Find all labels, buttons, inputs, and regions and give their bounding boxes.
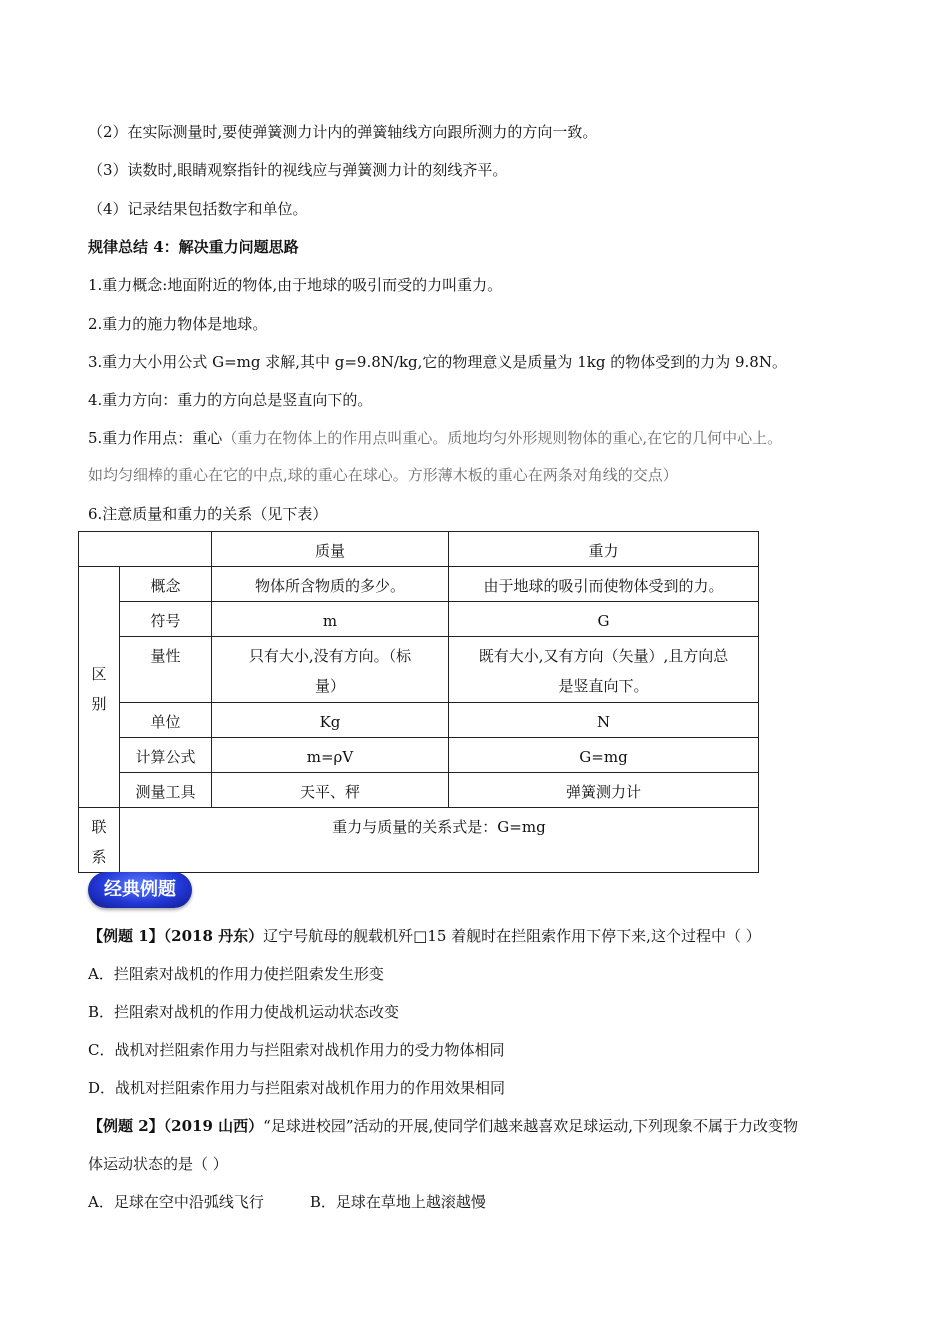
rule-1: 1.重力概念:地面附近的物体,由于地球的吸引而受的力叫重力。 [88, 276, 503, 294]
table-corner-cell [79, 532, 212, 567]
rule-5-note-a: （重力在物体上的作用点叫重心。质地均匀外形规则物体的重心,在它的几何中心上。 [222, 429, 783, 447]
mass-gravity-table [78, 531, 759, 873]
header-mass: 质量 [212, 532, 449, 567]
cell-gravity [449, 637, 759, 703]
cell-gravity-line-2: 是竖直向下。 [558, 677, 649, 695]
table-row [79, 773, 759, 808]
cell-gravity-line-1: 既有大小,又有方向（矢量）,且方向总 [478, 647, 729, 665]
section-badge: 经典例题 [88, 872, 192, 908]
table-row [79, 602, 759, 637]
example-1-source: （2018 丹东） [163, 927, 264, 945]
row-label: 单位 [120, 703, 212, 738]
summary-title: 规律总结 4：解决重力问题思路 [88, 238, 299, 256]
cell-gravity: G=mg [449, 738, 759, 773]
example-1-question [88, 926, 761, 946]
cell-mass: m [212, 602, 449, 637]
example-2-tag: 【例题 2】 [88, 1117, 164, 1135]
cell-mass: Kg [212, 703, 449, 738]
header-gravity: 重力 [449, 532, 759, 567]
example-1-text: 辽宁号航母的舰载机歼□15 着舰时在拦阻索作用下停下来,这个过程中（ ） [263, 927, 761, 945]
example-2-option-b: B．足球在草地上越滚越慢 [309, 1193, 486, 1211]
example-2-question [88, 1116, 798, 1136]
cell-mass: 物体所含物质的多少。 [212, 567, 449, 602]
example-1-option-c: C．战机对拦阻索作用力与拦阻索对战机作用力的受力物体相同 [88, 1041, 505, 1059]
group-link [79, 808, 120, 873]
rule-3: 3.重力大小用公式 G=mg 求解,其中 g=9.8N/kg,它的物理意义是质量为 1kg 的物体受到的力为 9.8N。 [88, 353, 787, 371]
table-row [79, 808, 759, 873]
rule-5-prefix: 5.重力作用点：重心 [88, 429, 223, 447]
row-label: 符号 [120, 602, 212, 637]
example-1-tag: 【例题 1】 [88, 927, 164, 945]
group-difference [79, 567, 120, 808]
cell-gravity: 弹簧测力计 [449, 773, 759, 808]
cell-mass-line-2: 量） [314, 677, 345, 695]
rule-5 [88, 428, 782, 448]
row-label: 计算公式 [120, 738, 212, 773]
note-line-2: （2）在实际测量时,要使弹簧测力计内的弹簧轴线方向跟所测力的方向一致。 [88, 123, 598, 141]
cell-gravity: 由于地球的吸引而使物体受到的力。 [449, 567, 759, 602]
example-2-option-a: A．足球在空中沿弧线飞行 [88, 1193, 264, 1211]
example-2-question-cont: 体运动状态的是（ ） [88, 1155, 228, 1173]
cell-gravity: G [449, 602, 759, 637]
rule-4: 4.重力方向：重力的方向总是竖直向下的。 [88, 391, 373, 409]
rule-5-note-b: 如均匀细棒的重心在它的中点,球的重心在球心。方形薄木板的重心在两条对角线的交点） [88, 466, 678, 484]
group-difference-char-1: 区 [91, 665, 107, 683]
rule-6: 6.注意质量和重力的关系（见下表） [88, 505, 328, 523]
table-row [79, 637, 759, 703]
cell-mass: 天平、秤 [212, 773, 449, 808]
example-2-text: “足球进校园”活动的开展,使同学们越来越喜欢足球运动,下列现象不属于力改变物 [263, 1117, 799, 1135]
cell-mass-line-1: 只有大小,没有方向。（标 [248, 647, 412, 665]
example-1-option-a: A．拦阻索对战机的作用力使拦阻索发生形变 [88, 965, 384, 983]
row-label: 量性 [120, 637, 212, 703]
table-row [79, 738, 759, 773]
row-label: 概念 [120, 567, 212, 602]
example-2-source: （2019 山西） [163, 1117, 264, 1135]
table-row [79, 567, 759, 602]
note-line-4: （4）记录结果包括数字和单位。 [88, 200, 308, 218]
cell-mass: m=ρV [212, 738, 449, 773]
group-difference-char-2: 别 [91, 695, 107, 713]
example-2-options [88, 1192, 486, 1212]
example-1-option-b: B．拦阻索对战机的作用力使战机运动状态改变 [88, 1003, 400, 1021]
rule-2: 2.重力的施力物体是地球。 [88, 315, 268, 333]
cell-mass [212, 637, 449, 703]
link-cell: 重力与质量的关系式是：G=mg [120, 808, 759, 873]
group-link-char-1: 联 [91, 818, 107, 836]
cell-gravity: N [449, 703, 759, 738]
table-row [79, 703, 759, 738]
group-link-char-2: 系 [91, 848, 107, 866]
example-1-option-d: D．战机对拦阻索作用力与拦阻索对战机作用力的作用效果相同 [88, 1079, 506, 1097]
note-line-3: （3）读数时,眼睛观察指针的视线应与弹簧测力计的刻线齐平。 [88, 161, 508, 179]
row-label: 测量工具 [120, 773, 212, 808]
